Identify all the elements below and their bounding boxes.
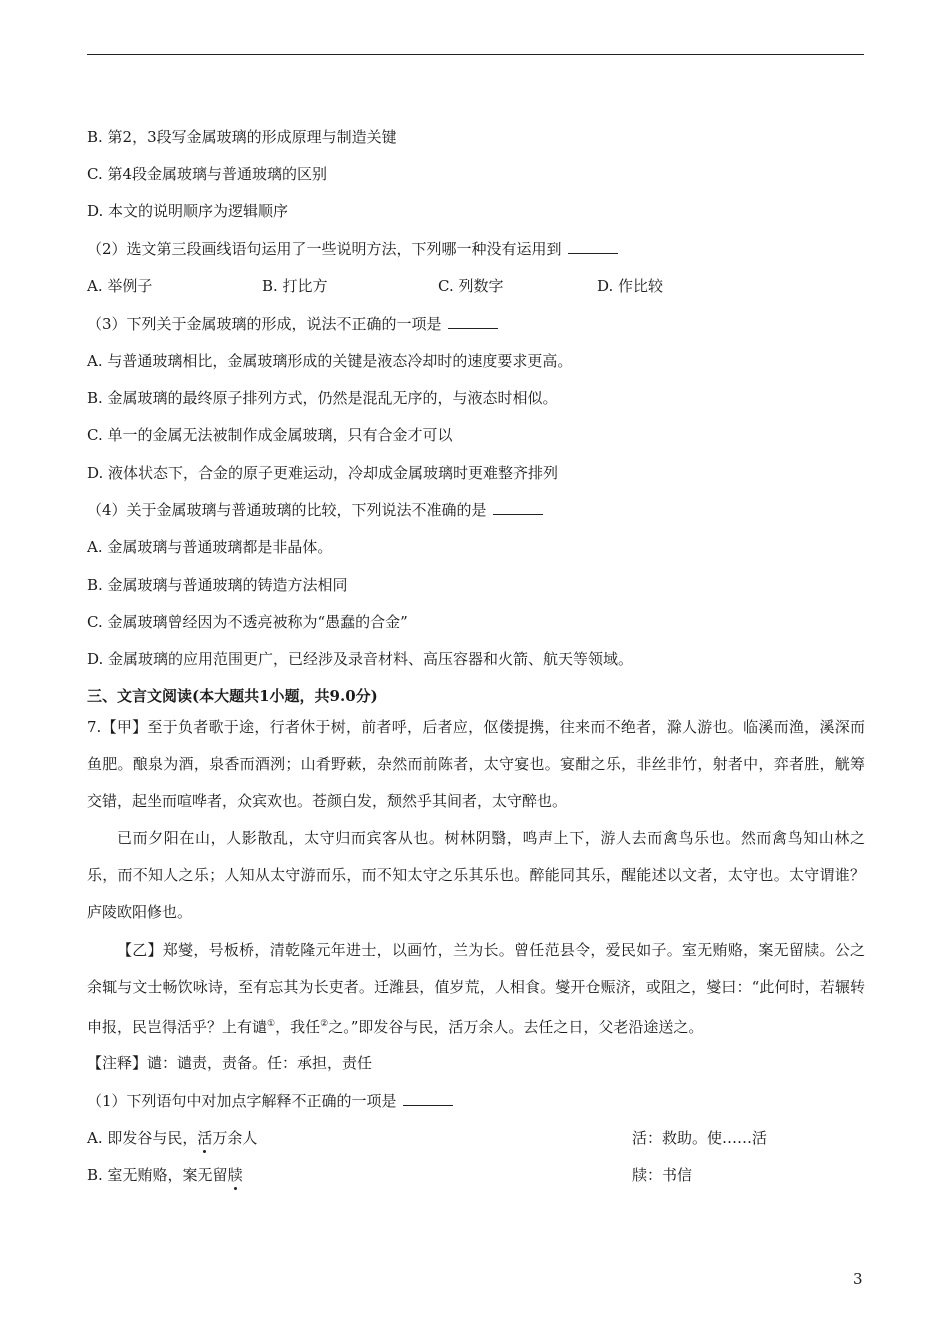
footnote-marker-1: ① <box>267 1019 276 1029</box>
passage-jia-paragraph-1: 7.【甲】至于负者歌于途，行者休于树，前者呼，后者应，伛偻提携，往来而不绝者，滁人游也。临溪而渔，溪深而鱼肥。酿泉为酒，泉香而酒洌；山肴野蔌，杂然而前陈者，太守宴也。宴酣之乐，非丝非竹，射者中，弈者胜，觥筹交错，起坐而喧哗者，众宾欢也。苍颜白发，颓然乎其间者，太守醉也。 <box>87 718 865 810</box>
q3-option-d: D. 液体状态下，合金的原子更难运动，冷却成金属玻璃时更难整齐排列 <box>87 464 559 482</box>
page-number: 3 <box>853 1270 863 1288</box>
q2-option-a: A. 举例子 <box>87 277 153 295</box>
option-a-text-end: 万余人 <box>212 1129 258 1147</box>
q4-stem <box>87 500 543 520</box>
q1-option-c: C. 第4段金属玻璃与普通玻璃的区别 <box>87 165 328 183</box>
q7-1-stem <box>87 1091 453 1111</box>
q4-stem-text: （4）关于金属玻璃与普通玻璃的比较，下列说法不准确的是 <box>87 501 487 519</box>
dotted-character: 牍 <box>227 1166 243 1184</box>
passage-yi-paragraph <box>87 932 865 1046</box>
annotation-note: 【注释】谴：谴责，责备。任：承担，责任 <box>87 1054 373 1072</box>
q3-stem <box>87 314 498 334</box>
q3-option-c: C. 单一的金属无法被制作成金属玻璃，只有合金才可以 <box>87 426 453 444</box>
q2-option-c: C. 列数字 <box>438 277 504 295</box>
passage-yi-text-2: ，我任 <box>275 1018 321 1036</box>
q7-1-option-b <box>87 1165 243 1185</box>
answer-blank <box>493 500 543 515</box>
q1-option-b: B. 第2，3段写金属玻璃的形成原理与制造关键 <box>87 128 397 146</box>
answer-blank <box>403 1091 453 1106</box>
q3-option-b: B. 金属玻璃的最终原子排列方式，仍然是混乱无序的，与液态时相似。 <box>87 389 558 407</box>
q4-option-a: A. 金属玻璃与普通玻璃都是非晶体。 <box>87 538 333 556</box>
q7-1-option-a-gloss: 活：救助。使……活 <box>632 1129 768 1147</box>
q4-option-d: D. 金属玻璃的应用范围更广，已经涉及录音材料、高压容器和火箭、航天等领域。 <box>87 650 634 668</box>
header-rule <box>87 54 864 55</box>
option-b-text: B. 室无贿赂，案无留 <box>87 1166 228 1184</box>
q7-1-stem-text: （1）下列语句中对加点字解释不正确的一项是 <box>87 1092 397 1110</box>
passage-jia-paragraph-2: 已而夕阳在山，人影散乱，太守归而宾客从也。树林阴翳，鸣声上下，游人去而禽鸟乐也。然而禽鸟知山林之乐，而不知人之乐；人知从太守游而乐，而不知太守之乐其乐也。醉能同其乐，醒能述以文者，太守也。太守谓谁？庐陵欧阳修也。 <box>87 829 865 921</box>
q7-1-option-a <box>87 1128 257 1148</box>
q3-option-a: A. 与普通玻璃相比，金属玻璃形成的关键是液态冷却时的速度要求更高。 <box>87 352 573 370</box>
dotted-character: 活 <box>197 1129 213 1147</box>
option-a-text: A. 即发谷与民， <box>87 1129 198 1147</box>
passage-yi-text-3: 之。”即发谷与民，活万余人。去任之日，父老沿途送之。 <box>328 1018 704 1036</box>
q2-option-d: D. 作比较 <box>597 277 664 295</box>
answer-blank <box>448 314 498 329</box>
q2-stem-text: （2）选文第三段画线语句运用了一些说明方法，下列哪一种没有运用到 <box>87 240 562 258</box>
q2-stem <box>87 239 618 259</box>
answer-blank <box>568 239 618 254</box>
q7-1-option-b-gloss: 牍：书信 <box>632 1166 693 1184</box>
q1-option-d: D. 本文的说明顺序为逻辑顺序 <box>87 202 289 220</box>
q4-option-c: C. 金属玻璃曾经因为不透亮被称为“愚蠢的合金” <box>87 613 408 631</box>
q2-option-b: B. 打比方 <box>262 277 328 295</box>
q3-stem-text: （3）下列关于金属玻璃的形成，说法不正确的一项是 <box>87 315 442 333</box>
q4-option-b: B. 金属玻璃与普通玻璃的铸造方法相同 <box>87 576 348 594</box>
section-heading: 三、文言文阅读(本大题共1小题，共9.0分) <box>87 687 378 705</box>
footnote-marker-2: ② <box>320 1019 329 1029</box>
passage-yi-text-1: 【乙】郑燮，号板桥，清乾隆元年进士，以画竹，兰为长。曾任范县令，爱民如子。室无贿赂，案无留牍。公之余辄与文士畅饮咏诗，至有忘其为长吏者。迁潍县，值岁荒，人相食。燮开仓赈济，或阻之，燮曰：“此何时，若辗转申报，民岂得活乎？上有谴 <box>87 941 865 1036</box>
